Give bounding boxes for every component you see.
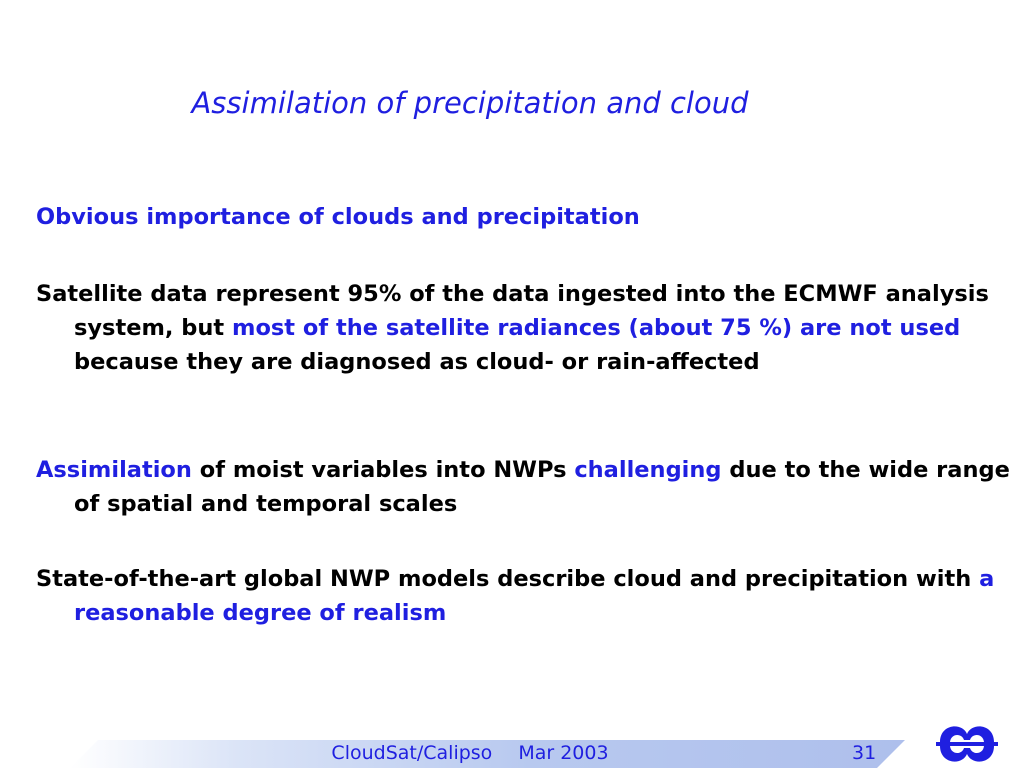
p1-text-space bbox=[792, 315, 800, 341]
footer-text bbox=[290, 742, 650, 764]
p2-highlight-assimilation: Assimilation bbox=[36, 457, 192, 483]
p2-text-b: of moist variables into NWPs bbox=[191, 457, 575, 483]
logo-center-bar bbox=[936, 742, 998, 746]
page-number: 31 bbox=[852, 742, 877, 764]
paragraph-nwp-models bbox=[36, 562, 1024, 630]
p1-text-a: Satellite data represent 95% of the data ingested into the ECMWF analysis system, but bbox=[36, 281, 989, 341]
heading-text: Obvious importance of clouds and precipitation bbox=[36, 204, 640, 230]
ecmwf-logo-icon bbox=[936, 720, 998, 768]
paragraph-satellite-data bbox=[36, 277, 1024, 379]
footer-date: Mar 2003 bbox=[518, 742, 609, 764]
slide-title: Assimilation of precipitation and cloud bbox=[191, 86, 749, 120]
p2-highlight-challenging: challenging bbox=[574, 457, 722, 483]
logo-upper-swirl bbox=[940, 726, 994, 742]
logo-lower-swirl bbox=[940, 746, 994, 762]
p3-text-a: State-of-the-art global NWP models describe cloud and precipitation with bbox=[36, 566, 980, 592]
p1-text-e: because they are diagnosed as cloud- or rain-affected bbox=[74, 349, 760, 375]
p1-highlight-not-used: are not used bbox=[800, 315, 961, 341]
p1-highlight-radiances: most of the satellite radiances (about 75 %) bbox=[232, 315, 793, 341]
heading-paragraph bbox=[36, 200, 1024, 234]
p2-text-d: due to the wide range of spatial and temporal scales bbox=[74, 457, 1010, 517]
footer-event: CloudSat/Calipso bbox=[331, 742, 493, 764]
p3-highlight-realism: a reasonable degree of realism bbox=[74, 566, 995, 626]
paragraph-assimilation bbox=[36, 453, 1024, 521]
